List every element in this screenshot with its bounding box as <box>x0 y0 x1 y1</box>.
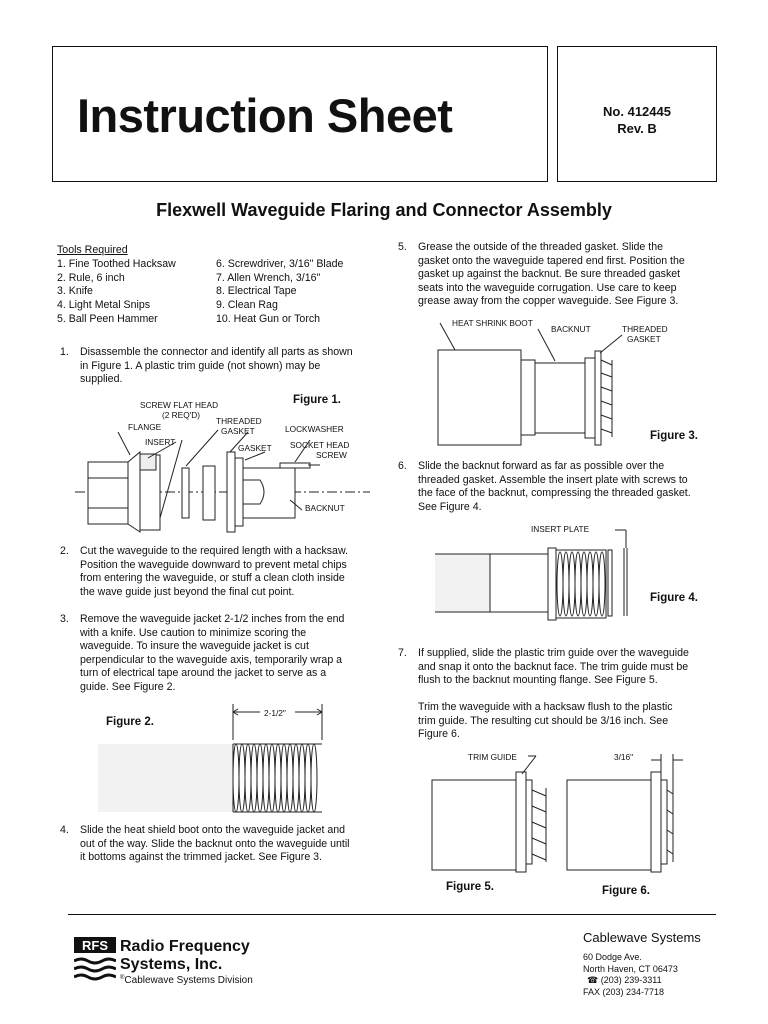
part-label: FLANGE <box>128 422 162 432</box>
step-number: 1. <box>60 346 69 358</box>
step-line: seats into the waveguide corrugation. Use care to keep <box>418 281 677 294</box>
part-label: BACKNUT <box>551 324 591 334</box>
registered-mark: ® <box>120 975 125 981</box>
tool-item: 8. Electrical Tape <box>216 285 297 297</box>
step-line: See Figure 4. <box>418 500 482 513</box>
step-number: 2. <box>60 545 69 557</box>
part-label: GASKET <box>627 334 661 344</box>
step-line: it bottoms against the trimmed jacket. See Figure 3. <box>80 851 323 864</box>
division-name <box>120 975 253 986</box>
step-line: with a knife. Use caution to minimize scoring the <box>80 626 307 639</box>
step-line: trim guide. The resulting cut should be 3/16 inch. See <box>418 714 669 727</box>
revision-text: Rev. B <box>617 121 657 136</box>
tool-item: 1. Fine Toothed Hacksaw <box>57 258 176 270</box>
step-7-continued <box>418 701 728 742</box>
address-line: FAX (203) 234-7718 <box>583 986 665 997</box>
figure-4-label: Figure 4. <box>650 592 698 604</box>
part-label: (2 REQ'D) <box>162 410 201 420</box>
figure-4-drawing <box>430 520 660 630</box>
tool-item: 9. Clean Rag <box>216 299 278 311</box>
logo-text: RFS <box>82 938 108 953</box>
tool-item: 4. Light Metal Snips <box>57 299 151 311</box>
part-label: GASKET <box>221 426 255 436</box>
step-number: 7. <box>398 647 407 659</box>
rfs-logo-mark <box>74 937 116 985</box>
step-line: If supplied, slide the plastic trim guide over the waveguide <box>418 647 689 659</box>
part-label: THREADED <box>622 324 668 334</box>
step-line: in Figure 1. A plastic trim guide (not shown) may be <box>80 359 321 372</box>
doc-number-text: No. 412445 <box>603 104 671 119</box>
figure-5-label: Figure 5. <box>446 881 494 893</box>
doc-number <box>557 103 717 137</box>
step-line: Trim the waveguide with a hacksaw flush to the plastic <box>418 701 673 713</box>
step-line: guide. See Figure 2. <box>80 680 176 693</box>
phone-icon: ☎ <box>587 975 601 986</box>
division-text: Cablewave Systems Division <box>124 975 253 986</box>
figure-6-label: Figure 6. <box>602 885 650 897</box>
figure-6-drawing <box>565 750 695 875</box>
address-line: North Haven, CT 06473 <box>583 963 678 974</box>
step-line: Grease the outside of the threaded gasket. Slide the <box>418 241 663 253</box>
tools-heading: Tools Required <box>57 244 128 256</box>
step-line: from entering the waveguide, or stuff a clean cloth inside <box>80 572 345 585</box>
step-line: gasket onto the waveguide tapered end first. Position the <box>418 254 685 267</box>
step-line: out of the way. Slide the backnut onto the waveguide until <box>80 837 350 850</box>
page-title: Instruction Sheet <box>77 89 453 142</box>
step-line: the face of the backnut, compressing the threaded gasket. <box>418 487 691 500</box>
address-line: 60 Dodge Ave. <box>583 952 642 962</box>
part-label: SCREW <box>316 450 347 460</box>
figure-5-drawing <box>430 750 560 875</box>
cablewave-name: Cablewave Systems <box>583 930 701 945</box>
company-name-line: Systems, Inc. <box>120 956 223 973</box>
step-line: turn of electrical tape around the jacket to serve as a <box>80 667 327 680</box>
step-line: supplied. <box>80 373 123 386</box>
dimension-label: 3/16" <box>614 752 634 762</box>
dimension-label: 2-1/2" <box>264 708 286 718</box>
step-line: Slide the heat shield boot onto the waveguide jacket and <box>80 824 346 836</box>
step-line: waveguide. To insure the waveguide jacket is cut <box>80 640 309 653</box>
step-line: perpendicular to the waveguide axis, temporarily wrap a <box>80 653 343 666</box>
step-line: grease away from the copper waveguide. See Figure 3. <box>418 295 679 308</box>
phone-line <box>583 975 678 987</box>
part-label: LOCKWASHER <box>285 424 344 434</box>
step-number: 3. <box>60 613 69 625</box>
step-line: and snap it onto the backnut face. The trim guide must be <box>418 660 689 673</box>
part-label: HEAT SHRINK BOOT <box>452 318 533 328</box>
tool-item: 5. Ball Peen Hammer <box>57 313 158 325</box>
tool-item: 2. Rule, 6 inch <box>57 272 125 284</box>
tool-item: 10. Heat Gun or Torch <box>216 313 321 325</box>
figure-1-label: Figure 1. <box>293 394 341 406</box>
phone-text: (203) 239-3311 <box>600 975 662 986</box>
step-line: gasket up against the backnut. Be sure threaded gasket <box>418 268 681 281</box>
step-line: threaded gasket. Assemble the insert plate with screws to <box>418 473 688 486</box>
figure-3-label: Figure 3. <box>650 430 698 442</box>
part-label: SCREW FLAT HEAD <box>140 400 219 410</box>
step-number: 6. <box>398 460 407 472</box>
step-line: Position the waveguide downward to prevent metal chips <box>80 558 347 571</box>
step-line: Slide the backnut forward as far as possible over the <box>418 460 665 472</box>
corrugation-coils <box>233 744 317 812</box>
tool-item: 3. Knife <box>57 285 93 297</box>
part-label: TRIM GUIDE <box>468 752 517 762</box>
part-label: INSERT <box>145 437 176 447</box>
company-name-line: Radio Frequency <box>120 938 250 955</box>
step-line: Remove the waveguide jacket 2-1/2 inches from the end <box>80 613 345 625</box>
step-line: Figure 6. <box>418 728 460 741</box>
step-number: 5. <box>398 241 407 253</box>
tool-item: 7. Allen Wrench, 3/16" <box>216 272 321 284</box>
step-line: Disassemble the connector and identify all parts as shown <box>80 346 353 358</box>
address-block <box>583 952 678 998</box>
tool-item: 6. Screwdriver, 3/16" Blade <box>216 258 344 270</box>
step-line: flush to the backnut mounting flange. See Figure 5. <box>418 674 658 687</box>
figure-2-label: Figure 2. <box>106 716 154 728</box>
company-name <box>120 938 250 974</box>
step-number: 4. <box>60 824 69 836</box>
part-label: INSERT PLATE <box>531 524 590 534</box>
footer-divider <box>68 914 716 915</box>
part-label: BACKNUT <box>305 503 345 513</box>
document-subtitle: Flexwell Waveguide Flaring and Connector Assembly <box>156 200 612 220</box>
step-line: Cut the waveguide to the required length with a hacksaw. <box>80 545 348 557</box>
part-label: SOCKET HEAD <box>290 440 350 450</box>
part-label: GASKET <box>238 443 272 453</box>
step-line: the wave guide just beyond the final cut point. <box>80 585 295 598</box>
part-label: THREADED <box>216 416 262 426</box>
